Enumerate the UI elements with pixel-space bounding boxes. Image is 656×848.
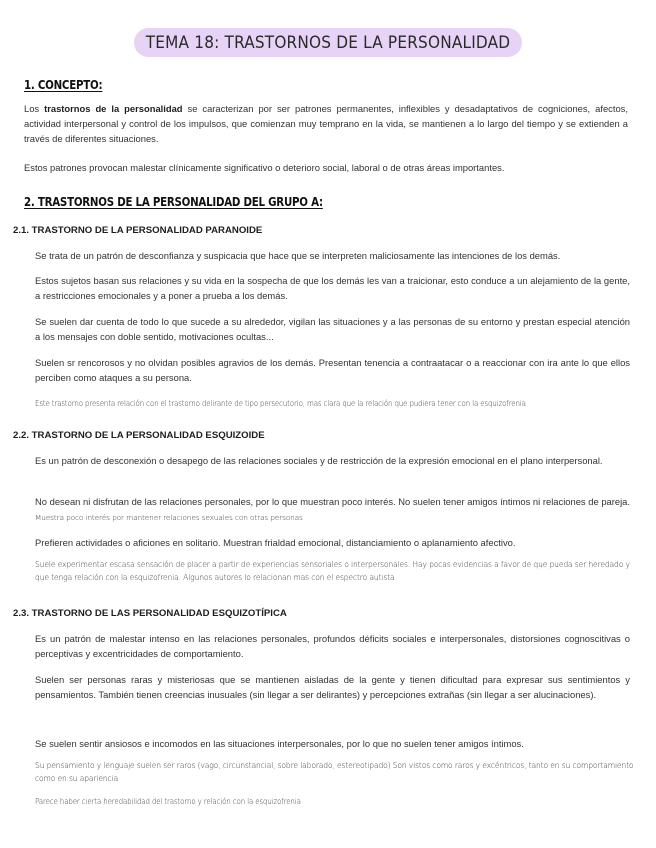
esquizotipica-paragraph-1: Es un patrón de malestar intenso en las relaciones personales, profundos déficits sociales e interpersonales, distorsiones cognoscitivas o perceptivas y excentricidades de comportamiento. [35,633,630,659]
concepto-paragraph-2: Estos patrones provocan malestar clínicamente significativo o deterioro social, laboral o de otras áreas importantes. [24,162,505,173]
esquizoide-paragraph-1: Es un patrón de desconexión o desapego de las relaciones sociales y de restricción de la expresión emocional en el plano interpersonal. [35,455,603,466]
concepto-p1-post: se caracterizan por ser patrones permanentes, inflexibles y desadaptativos de cogniciones, afectos, actividad interpersonal y control de los impulsos, que comienzan muy temprano en la vida, se mantienen a lo largo del tiempo y se extienden a través de diferentes situaciones. [24,103,628,144]
esquizoide-paragraph-3: Prefieren actividades o aficiones en solitario. Muestran frialdad emocional, distanciamiento o aplanamiento afectivo. [35,537,516,548]
concepto-p1-pre: Los [24,103,45,114]
paranoide-paragraph-1: Se trata de un patrón de desconfianza y suspicacia que hace que se interpreten maliciosamente las intenciones de los demás. [35,250,561,261]
esquizoide-p2-handwritten-note: Muestra poco interés por mantener relaciones sexuales con otras personas [35,513,303,522]
esquizotipica-paragraph-2: Suelen ser personas raras y misteriosas que se mantienen aisladas de la gente y tienen dificultad para expresar sus sentimientos y pensamientos. También tienen creencias inusuales (sin llegar a ser delirantes) y percepciones extrañas (sin llegar a ser alucinaciones). [35,674,630,700]
esquizoide-paragraph-2 [35,494,630,524]
subsection-heading-esquizotipica: 2.3. TRASTORNO DE LAS PERSONALIDAD ESQUIZOTÍPICA [13,608,287,619]
esquizotipica-paragraph-3: Se suelen sentir ansiosos e incomodos en las situaciones interpersonales, por lo que no suelen tener amigos íntimos. [35,738,524,749]
paranoide-handwritten-note: Este trastorno presenta relación con el trastorno delirante de tipo persecutorio, mas clara que la relación que pudiera tener con la esquizofrenia [35,399,526,408]
subsection-heading-esquizoide: 2.2. TRASTORNO DE LA PERSONALIDAD ESQUIZOIDE [13,430,265,441]
section-heading-grupo-a: 2. TRASTORNOS DE LA PERSONALIDAD DEL GRUPO A: [24,194,323,209]
paranoide-paragraph-2: Estos sujetos basan sus relaciones y su vida en la sospecha de que los demás les van a traicionar, esto conduce a un alejamiento de la gente, a restricciones emocionales y a poner a prueba a los demás. [35,275,630,301]
esquizotipica-handwritten-note-2: Parece haber cierta heredabilidad del trastorno y relación con la esquizofrenia [35,797,301,806]
title-container [0,28,656,57]
page-title: TEMA 18: TRASTORNOS DE LA PERSONALIDAD [134,28,522,57]
esquizoide-handwritten-note: Suele experimentar escasa sensación de placer a partir de experiencias sensoriales o interpersonales. Hay pocas evidencias a favor de que pueda ser heredado y que tenga relación con la esquizofrenia. Algunos autores lo relacionan mas con el espectro autista [35,560,630,582]
section-heading-concepto: 1. CONCEPTO: [24,77,103,92]
esquizotipica-handwritten-note-1: Su pensamiento y lenguaje suelen ser raros (vago, circunstancial, sobre laborado, estereotipado) Son vistos como raros y excéntricos, tanto en su comportamiento como en su apariencia [35,761,634,783]
esquizoide-p2-text: No desean ni disfrutan de las relaciones personales, por lo que muestran poco interés. No suelen tener amigos íntimos ni relaciones de pareja. [35,496,630,507]
paranoide-paragraph-3: Se suelen dar cuenta de todo lo que sucede a su alrededor, vigilan las situaciones y a las personas de su entorno y prestan especial atención a los mensajes con doble sentido, motivaciones ocultas... [35,316,630,342]
concepto-p1-bold: trastornos de la personalidad [44,103,183,114]
paranoide-paragraph-4: Suelen sr rencorosos y no olvidan posibles agravios de los demás. Presentan tenencia a contraatacar o a reaccionar con ira ante lo que ellos perciben como ataques a su persona. [35,357,630,383]
subsection-heading-paranoide: 2.1. TRASTORNO DE LA PERSONALIDAD PARANOIDE [13,225,263,236]
concepto-paragraph-1 [24,101,628,146]
